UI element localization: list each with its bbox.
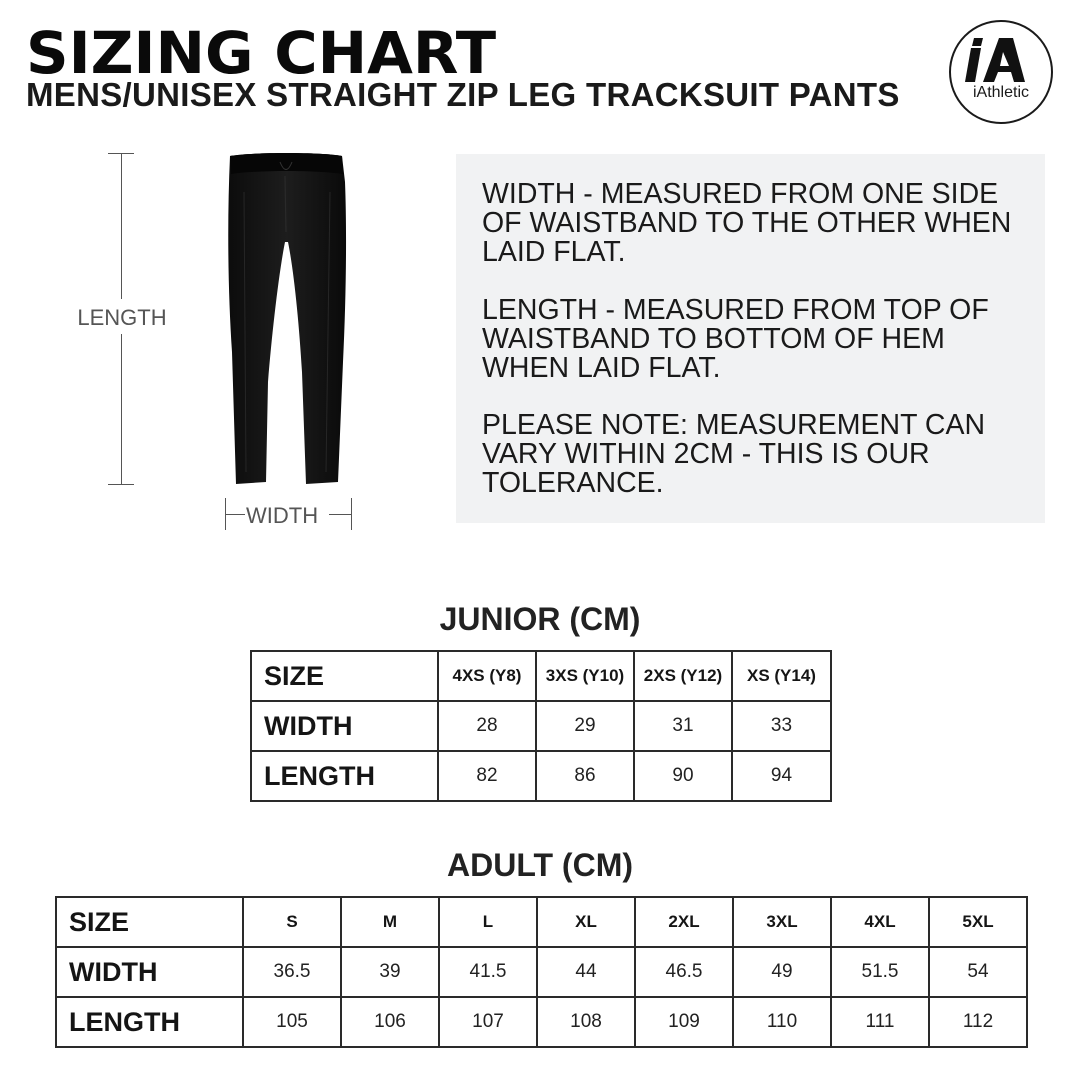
page-subtitle: MENS/UNISEX STRAIGHT ZIP LEG TRACKSUIT PANTS xyxy=(26,76,900,113)
junior-title: JUNIOR (CM) xyxy=(439,601,641,637)
pants-image xyxy=(222,152,352,488)
width-cell: 44 xyxy=(537,947,635,997)
brand-logo xyxy=(949,20,1053,124)
length-cell: 82 xyxy=(438,751,536,801)
width-note: WIDTH - MEASURED FROM ONE SIDE OF WAISTBAND TO THE OTHER WHEN LAID FLAT. xyxy=(482,178,1012,268)
length-cell: 110 xyxy=(733,997,831,1047)
measurement-notes xyxy=(456,154,1045,523)
adult-title: ADULT (CM) xyxy=(446,847,633,883)
width-cell: 41.5 xyxy=(439,947,537,997)
row-header-width: WIDTH xyxy=(56,947,243,997)
length-cell: 112 xyxy=(929,997,1027,1047)
size-cell: 4XS (Y8) xyxy=(438,651,536,701)
size-cell: 2XL xyxy=(635,897,733,947)
table-row xyxy=(56,947,1027,997)
row-header-length: LENGTH xyxy=(56,997,243,1047)
length-cell: 86 xyxy=(536,751,634,801)
length-cell: 106 xyxy=(341,997,439,1047)
width-cell: 54 xyxy=(929,947,1027,997)
length-note: LENGTH - MEASURED FROM TOP OF WAISTBAND TO BOTTOM OF HEM WHEN LAID FLAT. xyxy=(482,294,989,384)
size-cell: XL xyxy=(537,897,635,947)
logo-text: iAthletic xyxy=(972,84,1030,101)
row-header-size: SIZE xyxy=(251,651,438,701)
table-row xyxy=(56,897,1027,947)
row-header-size: SIZE xyxy=(56,897,243,947)
table-row xyxy=(56,997,1027,1047)
page-title: SIZING CHART xyxy=(26,19,497,87)
width-line-right xyxy=(329,514,351,515)
length-cell: 105 xyxy=(243,997,341,1047)
table-row xyxy=(251,651,831,701)
length-cell: 108 xyxy=(537,997,635,1047)
size-cell: M xyxy=(341,897,439,947)
size-cell: S xyxy=(243,897,341,947)
width-cell: 51.5 xyxy=(831,947,929,997)
size-cell: 2XS (Y12) xyxy=(634,651,732,701)
table-row xyxy=(251,751,831,801)
length-line-top xyxy=(121,153,122,299)
tolerance-note: PLEASE NOTE: MEASUREMENT CAN VARY WITHIN 2CM - THIS IS OUR TOLERANCE. xyxy=(482,409,986,499)
length-cell: 94 xyxy=(732,751,831,801)
junior-size-table xyxy=(250,650,832,802)
width-cell: 36.5 xyxy=(243,947,341,997)
width-cell: 46.5 xyxy=(635,947,733,997)
size-cell: 3XL xyxy=(733,897,831,947)
width-cell: 33 xyxy=(732,701,831,751)
size-cell: 3XS (Y10) xyxy=(536,651,634,701)
length-cell: 107 xyxy=(439,997,537,1047)
width-cell: 39 xyxy=(341,947,439,997)
size-cell: 4XL xyxy=(831,897,929,947)
size-cell: L xyxy=(439,897,537,947)
row-header-length: LENGTH xyxy=(251,751,438,801)
width-cell: 49 xyxy=(733,947,831,997)
ia-logo-icon xyxy=(965,38,1041,86)
adult-size-table xyxy=(55,896,1028,1048)
size-cell: XS (Y14) xyxy=(732,651,831,701)
length-line-bottom xyxy=(121,334,122,484)
width-line-left xyxy=(225,514,245,515)
length-cell: 109 xyxy=(635,997,733,1047)
length-cell: 111 xyxy=(831,997,929,1047)
width-cell: 31 xyxy=(634,701,732,751)
table-row xyxy=(251,701,831,751)
length-bottom-cap xyxy=(108,484,134,485)
size-cell: 5XL xyxy=(929,897,1027,947)
width-label: WIDTH xyxy=(246,503,319,528)
width-cell: 28 xyxy=(438,701,536,751)
length-cell: 90 xyxy=(634,751,732,801)
width-cell: 29 xyxy=(536,701,634,751)
width-right-cap xyxy=(351,498,352,530)
length-label: LENGTH xyxy=(77,305,167,330)
row-header-width: WIDTH xyxy=(251,701,438,751)
